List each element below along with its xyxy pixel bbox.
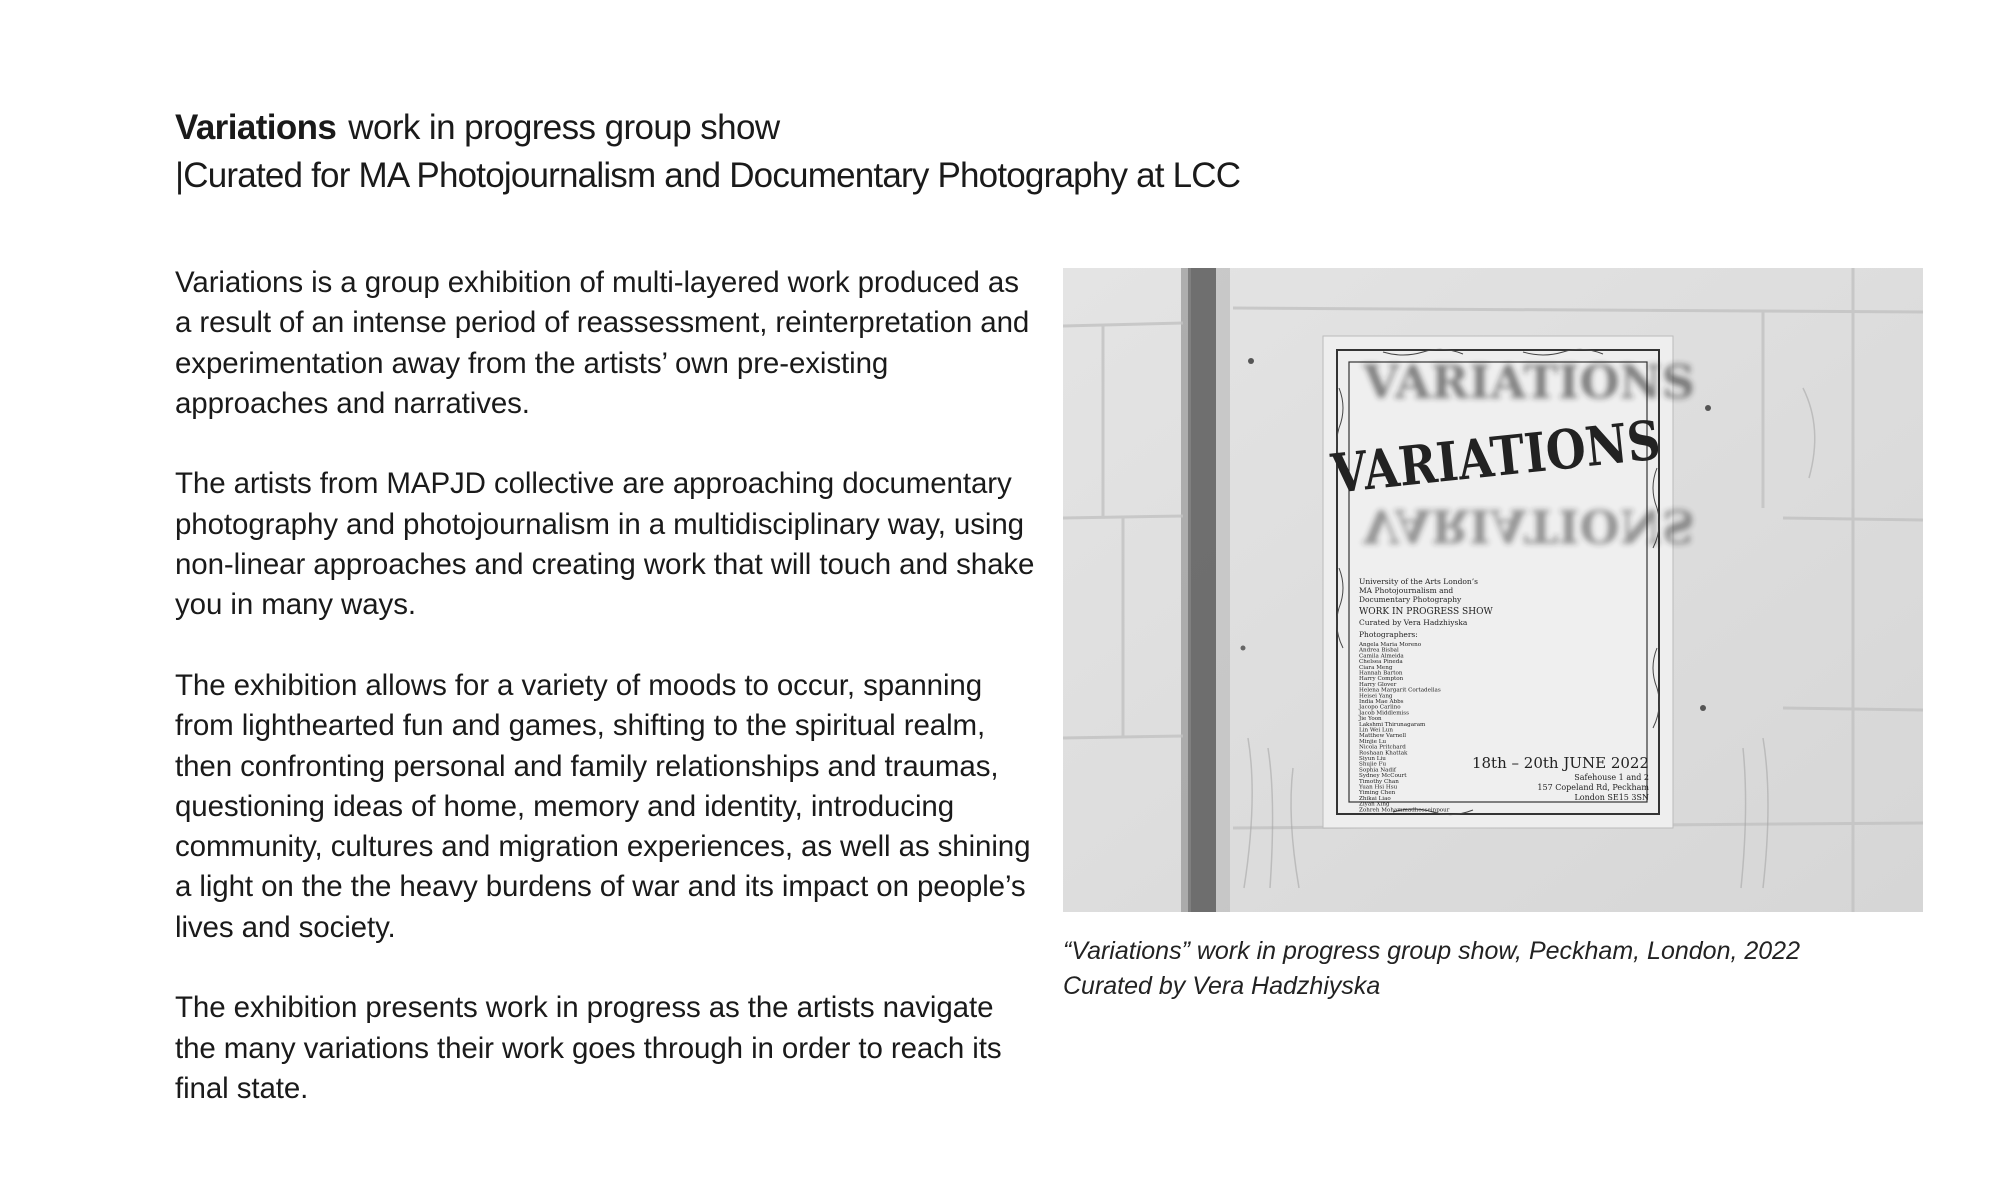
title-bold: Variations bbox=[175, 108, 337, 147]
poster-photographer-name: Helena Margarit Cortadellas bbox=[1359, 687, 1441, 694]
poster-title-echo-top: VARIATIONS bbox=[1363, 355, 1695, 409]
poster-title-echo-bottom: VARIATIONS bbox=[1363, 499, 1695, 553]
page-subtitle: |Curated for MA Photojournalism and Documentary Photography at LCC bbox=[175, 156, 1241, 195]
poster-photographer-name: Hannah Barton bbox=[1359, 670, 1403, 677]
poster-photographers-label: Photographers: bbox=[1359, 630, 1418, 639]
page-header bbox=[175, 104, 1675, 200]
poster-show-name: WORK IN PROGRESS SHOW bbox=[1359, 607, 1493, 617]
poster-venue-2: 157 Copeland Rd, Peckham bbox=[1537, 783, 1649, 792]
poster-title: VARIATIONS bbox=[1328, 401, 1723, 506]
poster-photographer-name: Zohreh Mohammadhosseinpour bbox=[1359, 807, 1450, 814]
poster-intro-2: MA Photojournalism and bbox=[1359, 586, 1454, 595]
paragraph-4: The exhibition presents work in progress as the artists navigate the many variations their work goes through in order to reach its final state. bbox=[175, 991, 1002, 1105]
poster-photographer-name: Yuan Hsi Hsu bbox=[1359, 784, 1398, 791]
poster-photographer-name: India Mae Abbs bbox=[1359, 699, 1404, 705]
poster-photographer-name: Roshaan Khattak bbox=[1359, 750, 1408, 757]
poster-photographer-name: Minjie Lu bbox=[1359, 738, 1387, 745]
poster-date: 18th – 20th JUNE 2022 bbox=[1471, 754, 1649, 772]
poster-photographer-name: Yiming Chen bbox=[1359, 790, 1396, 797]
poster-photographer-name: Ziyan Xing bbox=[1359, 801, 1390, 808]
poster-photographer-name: Harry Compton bbox=[1359, 676, 1404, 683]
poster-photographer-name: Shujie Fu bbox=[1359, 761, 1387, 768]
caption-line-2: Curated by Vera Hadzhiyska bbox=[1063, 972, 1381, 1000]
poster-photographer-name: Lin Wei Lun bbox=[1359, 727, 1393, 734]
title-rest: work in progress group show bbox=[348, 108, 780, 147]
poster-photographer-name: Jacopo Carlino bbox=[1359, 704, 1401, 711]
poster-venue-1: Safehouse 1 and 2 bbox=[1574, 773, 1649, 782]
pillar-shadow bbox=[1188, 268, 1216, 912]
description-text bbox=[175, 263, 1035, 1150]
poster-photographer-name: Zhikai Liao bbox=[1359, 795, 1391, 802]
poster-curated-by: Curated by Vera Hadzhiyska bbox=[1359, 618, 1468, 627]
poster-photographer-name: Lakshmi Thirunagaram bbox=[1359, 721, 1426, 728]
poster-photographer-name: Jie Yoon bbox=[1359, 716, 1382, 723]
poster-photographer-name: Sophia Nadif bbox=[1359, 767, 1396, 774]
poster-photographer-name: Ciara Meng bbox=[1359, 664, 1393, 671]
poster-photographer-name: Nicola Pritchard bbox=[1359, 744, 1406, 751]
poster-photographer-name: Matthew Varnell bbox=[1359, 733, 1407, 740]
exhibition-photo bbox=[1063, 268, 1923, 912]
photo-caption bbox=[1063, 934, 1923, 1004]
poster bbox=[1323, 336, 1723, 828]
poster-photographer-name: Angela Maria Moreno bbox=[1359, 642, 1422, 648]
poster-photographer-name: Chelsea Pineda bbox=[1359, 659, 1403, 666]
poster-photographer-name: Jacob Middlemiss bbox=[1359, 710, 1410, 717]
poster-intro-3: Documentary Photography bbox=[1359, 595, 1462, 604]
page-title bbox=[175, 104, 1675, 152]
poster-photographer-name: Heisei Yang bbox=[1359, 693, 1393, 700]
poster-photographer-name: Harry Glover bbox=[1359, 681, 1397, 688]
poster-photographer-name: Andrea Bisbal bbox=[1359, 647, 1399, 654]
poster-photographer-name: Timothy Chan bbox=[1359, 778, 1399, 785]
paragraph-2: The artists from MAPJD collective are approaching documentary photography and photojournalism in a multidisciplinary way, using non-linear approaches and creating work that will touch and shake you in many ways. bbox=[175, 467, 1035, 622]
poster-intro-1: University of the Arts London’s bbox=[1359, 577, 1478, 586]
poster-photographer-name: Camila Almeida bbox=[1359, 653, 1404, 660]
poster-photographer-name: Sydney McCourt bbox=[1359, 773, 1407, 780]
poster-photographer-name: Siyun Liu bbox=[1359, 756, 1386, 762]
paragraph-3: The exhibition allows for a variety of moods to occur, spanning from lighthearted fun and games, shifting to the spiritual realm, then confronting personal and family relationships and traumas, questioning ideas of home, memory and identity, introducing community, cultures and migration experiences, as well as shining a light on the the heavy burdens of war and its impact on people’s lives and society. bbox=[175, 668, 1031, 944]
caption-line-1: “Variations” work in progress group show, Peckham, London, 2022 bbox=[1063, 937, 1800, 965]
poster-venue-3: London SE15 3SN bbox=[1574, 793, 1649, 802]
paragraph-1: Variations is a group exhibition of multi-layered work produced as a result of an intense period of reassessment, reinterpretation and experimentation away from the artists’ own pre-existing approaches and narratives. bbox=[175, 266, 1030, 420]
